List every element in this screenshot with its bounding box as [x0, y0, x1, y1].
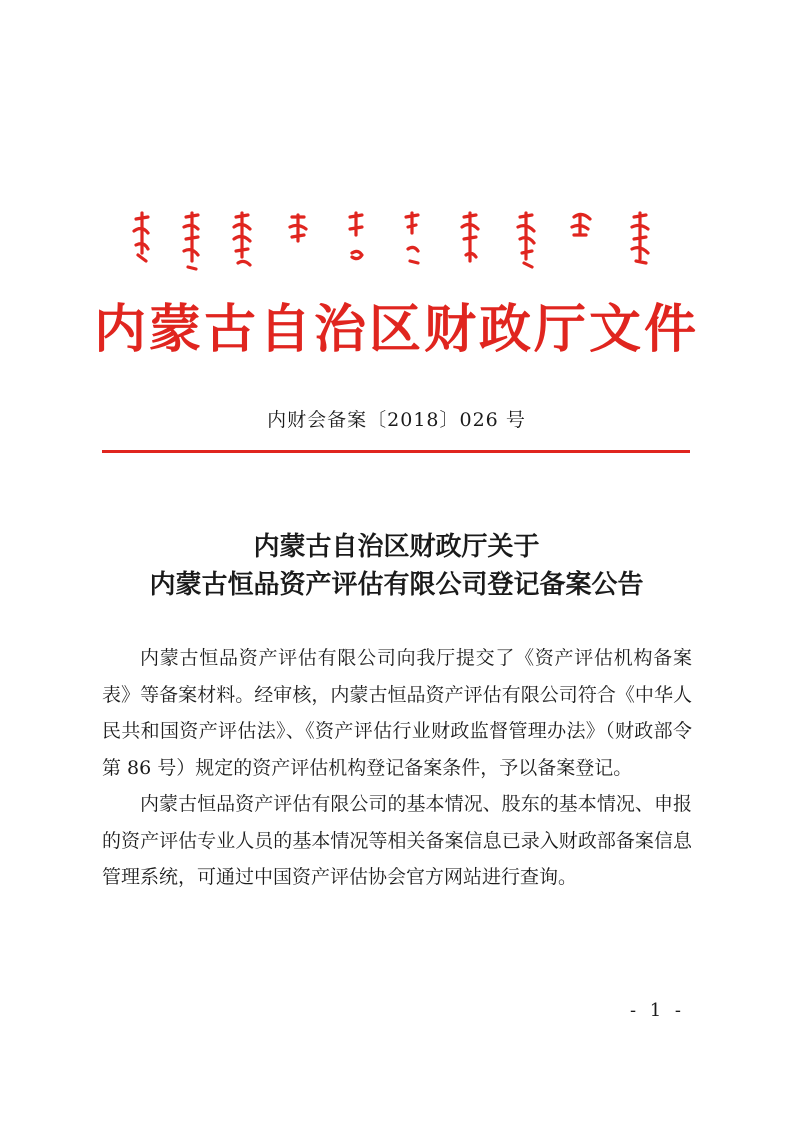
red-divider-line [102, 450, 690, 453]
body-paragraph-2: 内蒙古恒品资产评估有限公司的基本情况、股东的基本情况、申报的资产评估专业人员的基本情况等相关备案信息已录入财政部备案信息管理系统，可通过中国资产评估协会官方网站进行查询。 [102, 793, 692, 888]
page-number: - 1 - [629, 1000, 685, 1021]
document-body [102, 640, 692, 896]
mongolian-script-header [120, 205, 680, 275]
agency-title: 内蒙古自治区财政厅文件 [93, 300, 699, 360]
document-subject [0, 528, 793, 604]
document-number: 内财会备案〔2018〕026 号 [267, 409, 526, 431]
subject-line-1: 内蒙古自治区财政厅关于 [253, 532, 540, 562]
body-paragraph-1: 内蒙古恒品资产评估有限公司向我厅提交了《资产评估机构备案表》等备案材料。经审核，内蒙古恒品资产评估有限公司符合《中华人民共和国资产评估法》、《资产评估行业财政监督管理办法》（财政部令第 86 号）规定的资产评估机构登记备案条件，予以备案登记。 [102, 647, 692, 779]
mongolian-script-logo [120, 205, 680, 275]
subject-line-2: 内蒙古恒品资产评估有限公司登记备案公告 [149, 570, 644, 600]
